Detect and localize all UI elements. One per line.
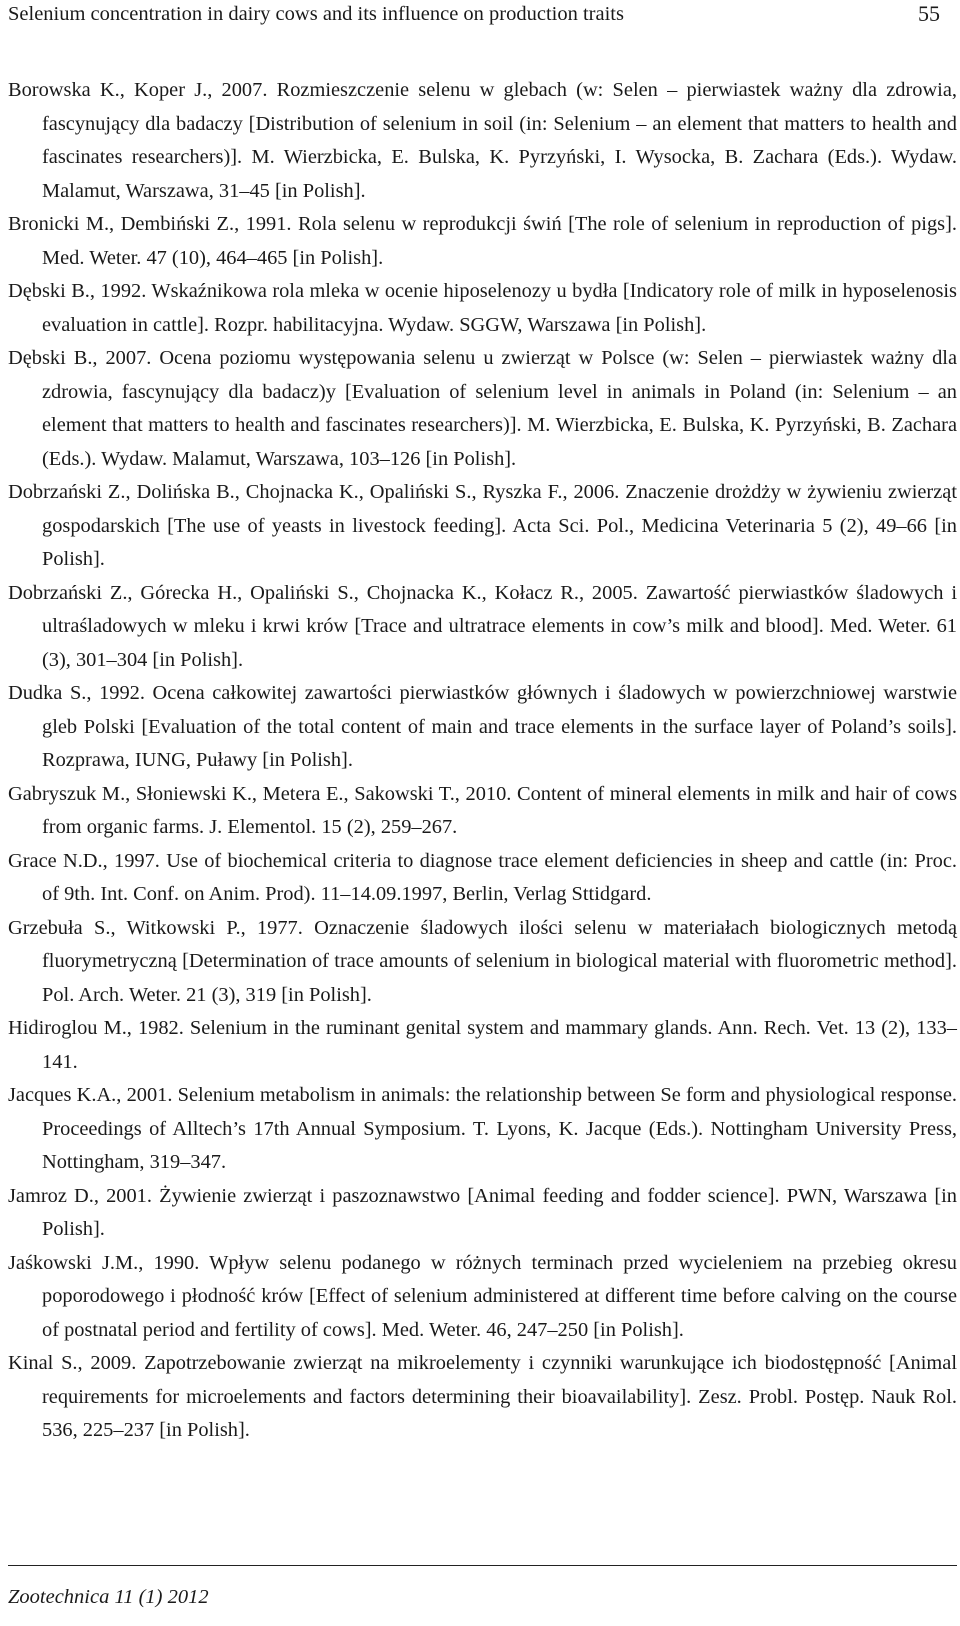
reference-entry: Kinal S., 2009. Zapotrzebowanie zwierząt na mikroelementy i czynniki warunkujące ich biodostępność [Animal requirements for microelements and factors determining their bioavailability]. Zesz. Probl. Postęp. Nauk Rol. 536, 225–237 [in Polish]. bbox=[8, 1352, 957, 1441]
running-title: Selenium concentration in dairy cows and its influence on production traits bbox=[8, 3, 624, 25]
page-number: 55 bbox=[918, 1, 940, 26]
reference-entry: Dębski B., 2007. Ocena poziomu występowania selenu u zwierząt w Polsce (w: Selen – pierwiastek ważny dla zdrowia, fascynujący dla badacz)y [Evaluation of selenium level in animals in Poland (in: Selenium – an element that matters to health and fascinates researchers)]. M. Wierzbicka, E. Bulska, K. Pyrzyński, B. Zachara (Eds.). Wydaw. Malamut, Warszawa, 103–126 [in Polish]. bbox=[8, 347, 957, 470]
footer-divider bbox=[8, 1565, 957, 1566]
reference-entry: Borowska K., Koper J., 2007. Rozmieszczenie selenu w glebach (w: Selen – pierwiastek ważny dla zdrowia, fascynujący dla badaczy [Distribution of selenium in soil (in: Selenium – an element that matters to health and fascinates researchers)]. M. Wierzbicka, E. Bulska, K. Pyrzyński, I. Wysocka, B. Zachara (Eds.). Wydaw. Malamut, Warszawa, 31–45 [in Polish]. bbox=[8, 79, 957, 202]
reference-entry: Jacques K.A., 2001. Selenium metabolism in animals: the relationship between Se form and physiological response. Proceedings of Alltech’s 17th Annual Symposium. T. Lyons, K. Jacque (Eds.). Nottingham University Press, Nottingham, 319–347. bbox=[8, 1084, 957, 1173]
reference-entry: Jaśkowski J.M., 1990. Wpływ selenu podanego w różnych terminach przed wycieleniem na przebieg okresu poporodowego i płodność krów [Effect of selenium administered at different time before calving on the course of postnatal period and fertility of cows]. Med. Weter. 46, 247–250 [in Polish]. bbox=[8, 1251, 957, 1341]
reference-entry: Bronicki M., Dembiński Z., 1991. Rola selenu w reprodukcji świń [The role of selenium in reproduction of pigs]. Med. Weter. 47 (10), 464–465 [in Polish]. bbox=[8, 213, 957, 269]
reference-entry: Dębski B., 1992. Wskaźnikowa rola mleka w ocenie hiposelenozy u bydła [Indicatory role of milk in hyposelenosis evaluation in cattle]. Rozpr. habilitacyjna. Wydaw. SGGW, Warszawa [in Polish]. bbox=[8, 280, 957, 336]
reference-entry: Grace N.D., 1997. Use of biochemical criteria to diagnose trace element deficiencies in sheep and cattle (in: Proc. of 9th. Int. Conf. on Anim. Prod). 11–14.09.1997, Berlin, Verlag Sttidgard. bbox=[8, 849, 957, 905]
reference-list bbox=[8, 74, 957, 1448]
reference-entry: Jamroz D., 2001. Żywienie zwierząt i paszoznawstwo [Animal feeding and fodder science]. PWN, Warszawa [in Polish]. bbox=[8, 1184, 957, 1240]
reference-entry: Dobrzański Z., Dolińska B., Chojnacka K., Opaliński S., Ryszka F., 2006. Znaczenie drożdży w żywieniu zwierząt gospodarskich [The use of yeasts in livestock feeding]. Acta Sci. Pol., Medicina Veterinaria 5 (2), 49–66 [in Polish]. bbox=[8, 481, 957, 570]
reference-entry: Gabryszuk M., Słoniewski K., Metera E., Sakowski T., 2010. Content of mineral elements in milk and hair of cows from organic farms. J. Elementol. 15 (2), 259–267. bbox=[8, 782, 957, 838]
reference-entry: Hidiroglou M., 1982. Selenium in the ruminant genital system and mammary glands. Ann. Rech. Vet. 13 (2), 133–141. bbox=[8, 1017, 957, 1073]
reference-entry: Dudka S., 1992. Ocena całkowitej zawartości pierwiastków głównych i śladowych w powierzchniowej warstwie gleb Polski [Evaluation of the total content of main and trace elements in the surface layer of Poland’s soils]. Rozprawa, IUNG, Puławy [in Polish]. bbox=[8, 682, 957, 771]
reference-entry: Dobrzański Z., Górecka H., Opaliński S., Chojnacka K., Kołacz R., 2005. Zawartość pierwiastków śladowych i ultraśladowych w mleku i krwi krów [Trace and ultratrace elements in cow’s milk and blood]. Med. Weter. 61 (3), 301–304 [in Polish]. bbox=[8, 581, 957, 671]
running-head bbox=[8, 0, 952, 34]
journal-footer: Zootechnica 11 (1) 2012 bbox=[8, 1586, 209, 1608]
reference-entry: Grzebuła S., Witkowski P., 1977. Oznaczenie śladowych ilości selenu w materiałach biologicznych metodą fluorymetryczną [Determination of trace amounts of selenium in biological material with fluorometric method]. Pol. Arch. Weter. 21 (3), 319 [in Polish]. bbox=[8, 916, 957, 1006]
